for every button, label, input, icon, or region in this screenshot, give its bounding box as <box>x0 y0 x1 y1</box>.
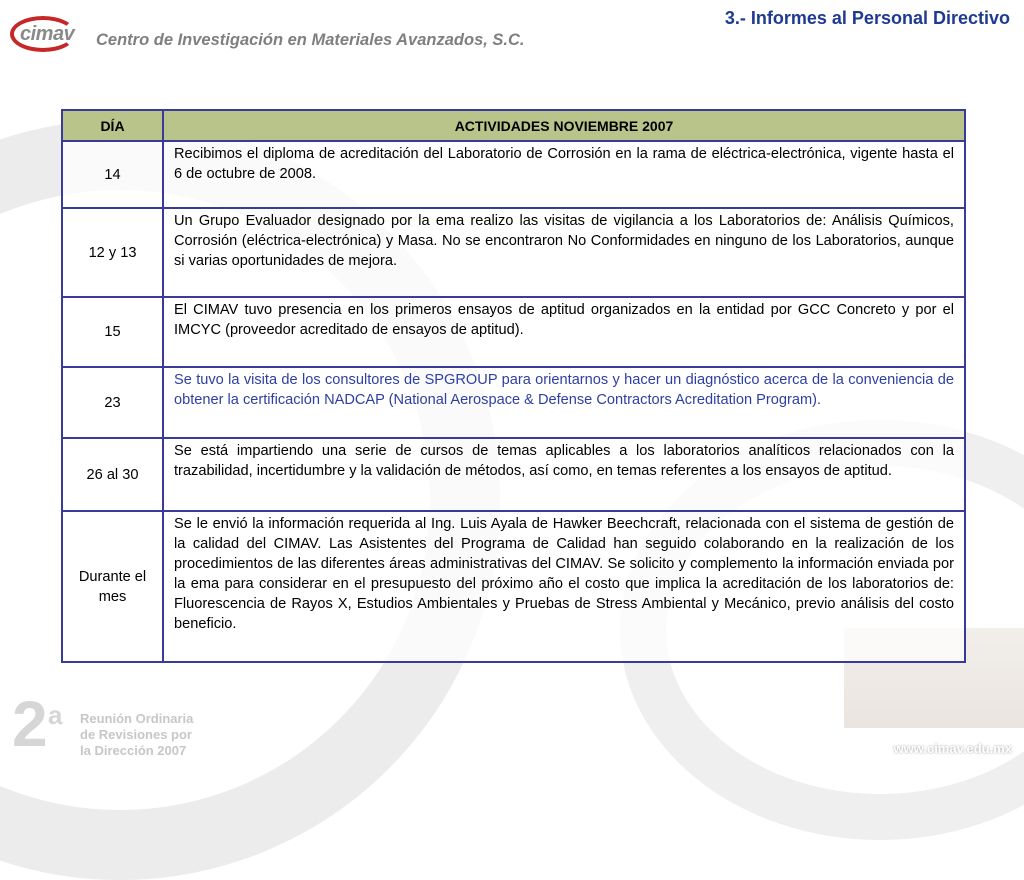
website-url: www.cimav.edu.mx <box>893 741 1012 756</box>
day-cell: Durante el mes <box>62 511 163 662</box>
activity-cell: Se le envió la información requerida al Ing. Luis Ayala de Hawker Beechcraft, relacionada con el sistema de gestión de la calidad del CIMAV. Las Asistentes del Programa de Calidad han seguido colaborando en la realización de los procedimientos de las diferentes áreas administrativas del CIMAV. Se solicito y complemento la información enviada por la ema para considerar en el presupuesto del próximo año el costo que implica la acreditación de los laboratorios de: Fluorescencia de Rayos X, Estudios Ambientales y Pruebas de Stress Ambiental y Mecánico, previo análisis del costo beneficio. <box>163 511 965 662</box>
activity-cell: Recibimos el diploma de acreditación del Laboratorio de Corrosión en la rama de eléctrica-electrónica, vigente hasta el 6 de octubre de 2008. <box>163 141 965 208</box>
logo-text: cimav <box>20 23 75 45</box>
slide-header <box>0 0 1024 62</box>
day-cell: 14 <box>62 141 163 208</box>
table-row <box>62 438 965 511</box>
activity-cell: Se está impartiendo una serie de cursos de temas aplicables a los laboratorios analíticos relacionados con la trazabilidad, incertidumbre y la validación de métodos, así como, en temas referentes a los ensayos de aptitud. <box>163 438 965 511</box>
meeting-number-superscript: a <box>48 700 63 730</box>
column-header-activities: ACTIVIDADES NOVIEMBRE 2007 <box>163 110 965 141</box>
organization-name: Centro de Investigación en Materiales Avanzados, S.C. <box>96 31 525 49</box>
table-row <box>62 367 965 438</box>
meeting-name-line-1: Reunión Ordinaria <box>80 711 194 726</box>
meeting-name <box>80 711 280 759</box>
activity-cell: Un Grupo Evaluador designado por la ema realizo las visitas de vigilancia a los Laboratorios de: Análisis Químicos, Corrosión (eléctrica-electrónica) y Masa. No se encontraron No Conformidades en ninguno de los Laboratorios, aunque si varias oportunidades de mejora. <box>163 208 965 297</box>
meeting-number: 2 <box>12 688 48 760</box>
table-row <box>62 511 965 662</box>
table-row <box>62 297 965 367</box>
slide-title: 3.- Informes al Personal Directivo <box>724 8 1010 28</box>
activities-table <box>61 109 966 663</box>
cimav-logo <box>10 16 90 52</box>
column-header-day: DÍA <box>62 110 163 141</box>
meeting-name-line-3: la Dirección 2007 <box>80 743 187 758</box>
day-cell: 26 al 30 <box>62 438 163 511</box>
day-cell: 12 y 13 <box>62 208 163 297</box>
activity-cell-highlighted: Se tuvo la visita de los consultores de SPGROUP para orientarnos y hacer un diagnóstico acerca de la conveniencia de obtener la certificación NADCAP (National Aerospace & Defense Contractors Acreditation Program). <box>163 367 965 438</box>
day-cell: 15 <box>62 297 163 367</box>
table-row <box>62 208 965 297</box>
table-row <box>62 141 965 208</box>
meeting-name-line-2: de Revisiones por <box>80 727 192 742</box>
table-header-row <box>62 110 965 141</box>
day-cell: 23 <box>62 367 163 438</box>
activity-cell: El CIMAV tuvo presencia en los primeros ensayos de aptitud organizados en la entidad por GCC Concreto y por el IMCYC (proveedor acreditado de ensayos de aptitud). <box>163 297 965 367</box>
